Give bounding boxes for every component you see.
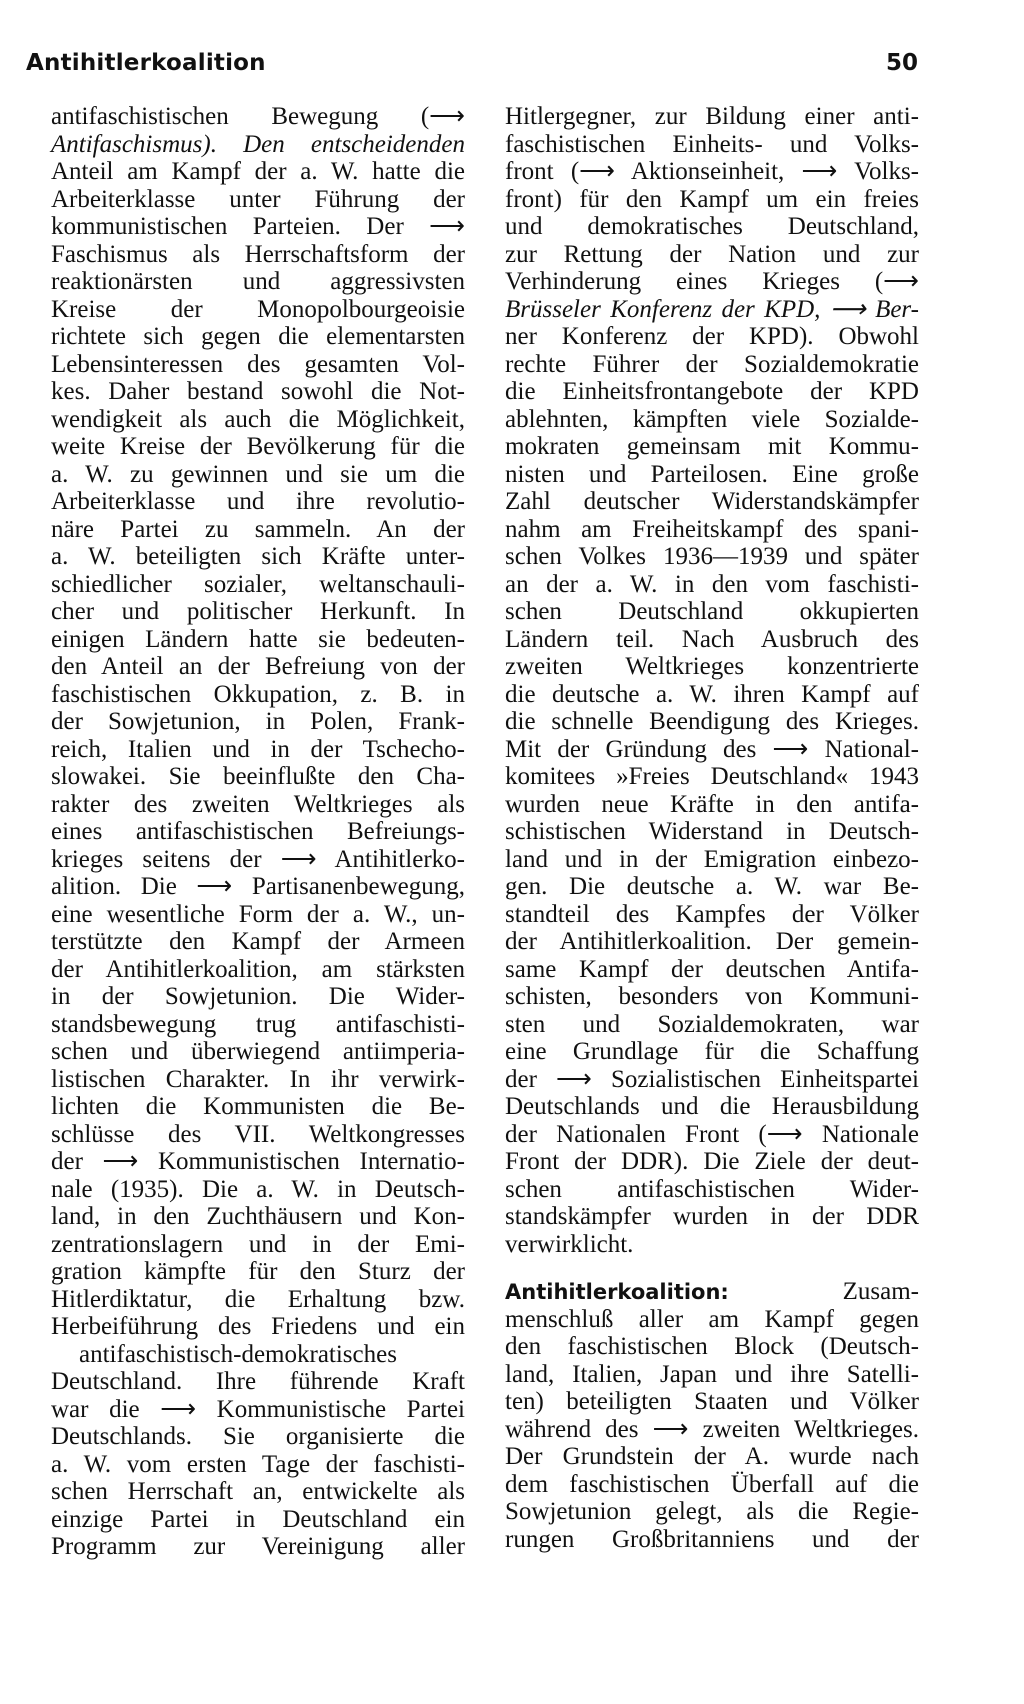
entry-first-line — [505, 1278, 919, 1306]
text-line: kes. Daher bestand sowohl die Not- — [51, 378, 465, 405]
text-line: war die ⟶ Kommunistische Partei — [51, 1395, 465, 1423]
text-line: der Antihitlerkoalition, am stärksten — [51, 955, 465, 983]
text-line: terstützte den Kampf der Armeen — [51, 928, 465, 955]
text-line: Ländern teil. Nach Ausbruch des — [505, 625, 919, 653]
text-line: same Kampf der deutschen Antifa- — [505, 955, 919, 983]
text-line: Front der DDR). Die Ziele der deut- — [505, 1148, 919, 1175]
text-line: Herbeiführung des Friedens und ein — [51, 1313, 465, 1340]
text-line: rakter des zweiten Weltkrieges als — [51, 790, 465, 818]
text-line: schen Deutschland okkupierten — [505, 598, 919, 625]
text-line: a. W. vom ersten Tage der faschisti- — [51, 1450, 465, 1478]
text-line: standskämpfer wurden in der DDR — [505, 1203, 919, 1230]
text-line: reaktionärsten und aggressivsten — [51, 268, 465, 295]
text-line: front (⟶ Aktionseinheit, ⟶ Volks- — [505, 158, 919, 185]
text-line: land und in der Emigration einbezo- — [505, 845, 919, 873]
text-line: kommunistischen Parteien. Der ⟶ — [51, 213, 465, 240]
text-line: den Anteil an der Befreiung von der — [51, 653, 465, 680]
text-line: faschistischen Einheits- und Volks- — [505, 130, 919, 158]
text-line: slowakei. Sie beeinflußte den Cha- — [51, 763, 465, 790]
text-line: land, Italien, Japan und ihre Satelli- — [505, 1360, 919, 1388]
text-line: zweiten Weltkrieges konzentrierte — [505, 653, 919, 680]
right-column — [505, 103, 919, 1553]
text-line: front) für den Kampf um ein freies — [505, 185, 919, 213]
text-line: land, in den Zuchthäusern und Kon- — [51, 1203, 465, 1230]
text-line: Der Grundstein der A. wurde nach — [505, 1443, 919, 1470]
text-line: nahm am Freiheitskampf des spani- — [505, 515, 919, 543]
text-line: Hitlergegner, zur Bildung einer anti- — [505, 103, 919, 130]
page-number: 50 — [886, 50, 919, 76]
text-line: der ⟶ Sozialistischen Einheitspartei — [505, 1065, 919, 1093]
text-line: schen Herrschaft an, entwickelte als — [51, 1478, 465, 1505]
text-line: Anteil am Kampf der a. W. hatte die — [51, 158, 465, 185]
text-line: eines antifaschistischen Befreiungs- — [51, 818, 465, 845]
entry-first-line-rest: Zusam- — [842, 1278, 919, 1305]
text-line: einzige Partei in Deutschland ein — [51, 1505, 465, 1533]
text-line: Deutschland. Ihre führende Kraft — [51, 1368, 465, 1395]
text-line: alition. Die ⟶ Partisanenbewegung, — [51, 873, 465, 900]
text-line: den faschistischen Block (Deutsch- — [505, 1333, 919, 1360]
text-line: krieges seitens der ⟶ Antihitlerko- — [51, 845, 465, 873]
text-line: schen und überwiegend antiimperia- — [51, 1038, 465, 1065]
text-line: Kreise der Monopolbourgeoisie — [51, 295, 465, 323]
text-line: Zahl deutscher Widerstandskämpfer — [505, 488, 919, 515]
text-line: antifaschistisch-demokratisches — [79, 1340, 397, 1368]
text-line: komitees »Freies Deutschland« 1943 — [505, 763, 919, 790]
text-line: standteil des Kampfes der Völker — [505, 900, 919, 928]
text-line: ablehnten, kämpften viele Sozialde- — [505, 405, 919, 433]
text-line: und demokratisches Deutschland, — [505, 213, 919, 240]
text-line: Arbeiterklasse und ihre revolutio- — [51, 488, 465, 515]
text-line: schisten, besonders von Kommuni- — [505, 983, 919, 1010]
text-line: Sowjetunion gelegt, als die Regie- — [505, 1498, 919, 1525]
text-line: einigen Ländern hatte sie bedeuten- — [51, 625, 465, 653]
text-line: die deutsche a. W. ihren Kampf auf — [505, 680, 919, 708]
text-line: während des ⟶ zweiten Weltkrieges. — [505, 1415, 919, 1443]
text-line: ten) beteiligten Staaten und Völker — [505, 1388, 919, 1415]
left-column — [51, 103, 465, 1561]
text-line: ner Konferenz der KPD). Obwohl — [505, 323, 919, 350]
text-line: schen Volkes 1936—1939 und später — [505, 543, 919, 570]
text-line: nisten und Parteilosen. Eine große — [505, 460, 919, 488]
text-line: Lebensinteressen des gesamten Vol- — [51, 350, 465, 378]
text-line: weite Kreise der Bevölkerung für die — [51, 433, 465, 460]
text-line: Antifaschismus). Den entscheidenden — [51, 130, 465, 158]
text-line: der Antihitlerkoalition. Der gemein- — [505, 928, 919, 955]
running-head-title: Antihitlerkoalition — [26, 50, 266, 76]
text-line: Programm zur Vereinigung aller — [51, 1533, 465, 1560]
text-line: sten und Sozialdemokraten, war — [505, 1010, 919, 1038]
text-line: a. W. beteiligten sich Kräfte unter- — [51, 543, 465, 570]
text-line: Hitlerdiktatur, die Erhaltung bzw. — [51, 1285, 465, 1313]
text-line: Arbeiterklasse unter Führung der — [51, 185, 465, 213]
text-line: eine Grundlage für die Schaffung — [505, 1038, 919, 1065]
text-line: listischen Charakter. In ihr verwirk- — [51, 1065, 465, 1093]
text-line: faschistischen Okkupation, z. B. in — [51, 680, 465, 708]
text-line: zentrationslagern und in der Emi- — [51, 1230, 465, 1258]
text-line: die Einheitsfrontangebote der KPD — [505, 378, 919, 405]
text-line: cher und politischer Herkunft. In — [51, 598, 465, 625]
text-line: näre Partei zu sammeln. An der — [51, 515, 465, 543]
text-line: der ⟶ Kommunistischen Internatio- — [51, 1148, 465, 1175]
text-line: schistischen Widerstand in Deutsch- — [505, 818, 919, 845]
text-line: Deutschlands. Sie organisierte die — [51, 1423, 465, 1450]
text-line: in der Sowjetunion. Die Wider- — [51, 983, 465, 1010]
text-line: a. W. zu gewinnen und sie um die — [51, 460, 465, 488]
text-line: wendigkeit als auch die Möglichkeit, — [51, 405, 465, 433]
entry-headword: Antihitlerkoalition: — [505, 1280, 729, 1304]
text-line: die schnelle Beendigung des Krieges. — [505, 708, 919, 735]
text-line: schiedlicher sozialer, weltanschauli- — [51, 570, 465, 598]
text-line: schlüsse des VII. Weltkongresses — [51, 1120, 465, 1148]
text-line: Deutschlands und die Herausbildung — [505, 1093, 919, 1120]
text-line: antifaschistischen Bewegung (⟶ — [51, 103, 465, 130]
text-line: der Nationalen Front (⟶ Nationale — [505, 1120, 919, 1148]
text-line: dem faschistischen Überfall auf die — [505, 1470, 919, 1498]
text-line: zur Rettung der Nation und zur — [505, 240, 919, 268]
entry-separator — [505, 1258, 919, 1278]
text-line: gen. Die deutsche a. W. war Be- — [505, 873, 919, 900]
text-line: menschluß aller am Kampf gegen — [505, 1305, 919, 1333]
text-line: eine wesentliche Form der a. W., un- — [51, 900, 465, 928]
text-line: mokraten gemeinsam mit Kommu- — [505, 433, 919, 460]
text-line: lichten die Kommunisten die Be- — [51, 1093, 465, 1120]
text-line: an der a. W. in den vom faschisti- — [505, 570, 919, 598]
text-line: rechte Führer der Sozialdemokratie — [505, 350, 919, 378]
text-line: Faschismus als Herrschaftsform der — [51, 240, 465, 268]
text-line: Verhinderung eines Krieges (⟶ — [505, 268, 919, 295]
text-line: standsbewegung trug antifaschisti- — [51, 1010, 465, 1038]
text-line: verwirklicht. — [505, 1230, 634, 1258]
text-line: nale (1935). Die a. W. in Deutsch- — [51, 1175, 465, 1203]
text-line: Mit der Gründung des ⟶ National- — [505, 735, 919, 763]
text-line: schen antifaschistischen Wider- — [505, 1175, 919, 1203]
text-line: richtete sich gegen die elementarsten — [51, 323, 465, 350]
text-line: wurden neue Kräfte in den antifa- — [505, 790, 919, 818]
text-line: reich, Italien und in der Tschecho- — [51, 735, 465, 763]
text-line: rungen Großbritanniens und der — [505, 1525, 919, 1553]
text-line: Brüsseler Konferenz der KPD, ⟶ Ber- — [505, 295, 919, 323]
text-line: gration kämpfte für den Sturz der — [51, 1258, 465, 1285]
text-line: der Sowjetunion, in Polen, Frank- — [51, 708, 465, 735]
